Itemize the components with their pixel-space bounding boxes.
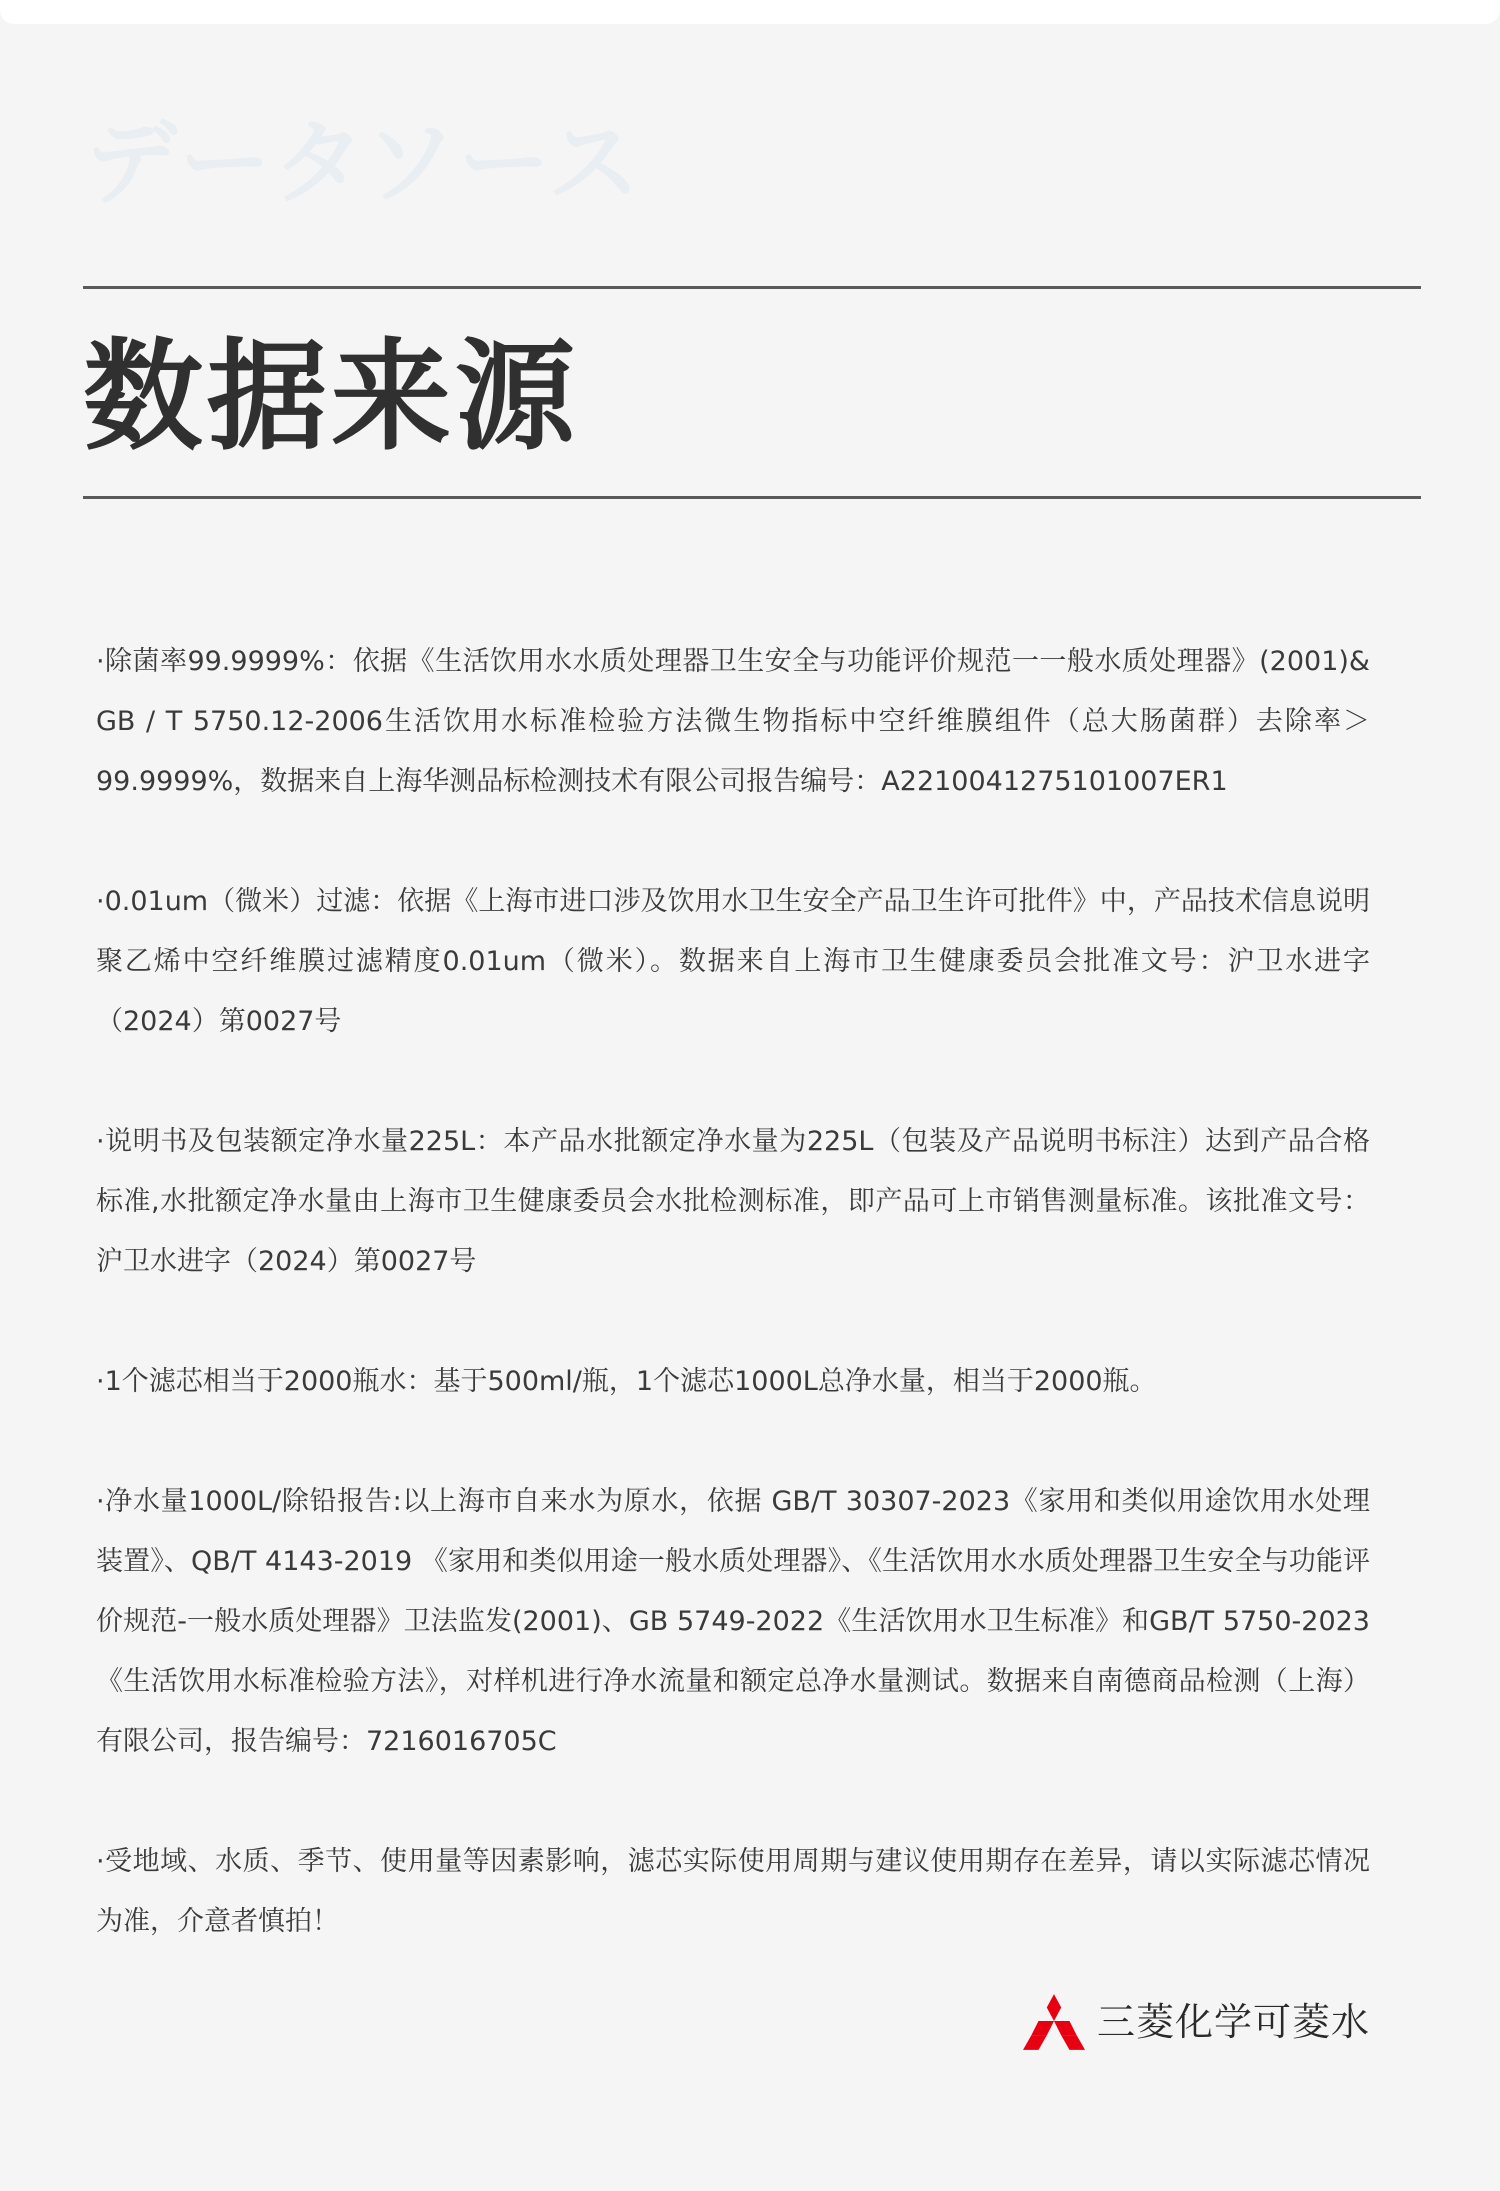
source-item-disclaimer: ·受地域、水质、季节、使用量等因素影响，滤芯实际使用周期与建议使用期存在差异，请以实际滤芯情况为准，介意者慎拍！	[96, 1846, 1370, 1937]
source-item-lead-removal: ·净水量1000L/除铅报告:以上海市自来水为原水，依据 GB/T 30307-2023《家用和类似用途饮用水处理装置》、QB/T 4143-2019 《家用和类似用途一般水质处理器》、《生活饮用水水质处理器卫生安全与功能评价规范-一般水质处理器》卫法监发(2001)、GB 5749-2022《生活饮用水卫生标准》和GB/T 5750-2023《生活饮用水标准检验方法》，对样机进行净水流量和额定总净水量测试。数据来自南德商品检测（上海）有限公司，报告编号：7216016705C	[96, 1486, 1370, 1757]
brand-logo	[1023, 1994, 1370, 2050]
divider-top	[83, 286, 1421, 289]
data-source-list	[96, 632, 1370, 2012]
source-item-bottle-equivalent: ·1个滤芯相当于2000瓶水：基于500ml/瓶，1个滤芯1000L总净水量，相当于2000瓶。	[96, 1366, 1157, 1397]
top-strip	[0, 0, 1500, 24]
mitsubishi-logo-icon	[1023, 1994, 1085, 2050]
source-item-sterilization: ·除菌率99.9999%：依据《生活饮用水水质处理器卫生安全与功能评价规范一一般水质处理器》(2001)& GB / T 5750.12-2006生活饮用水标准检验方法微生物指标中空纤维膜组件（总大肠菌群）去除率＞99.9999%，数据来自上海华测品标检测技术有限公司报告编号：A2210041275101007ER1	[96, 646, 1370, 797]
source-item-rated-capacity: ·说明书及包装额定净水量225L：本产品水批额定净水量为225L（包装及产品说明书标注）达到产品合格标准,水批额定净水量由上海市卫生健康委员会水批检测标准，即产品可上市销售测量标准。该批准文号：沪卫水进字（2024）第0027号	[96, 1126, 1370, 1277]
source-item-filtration: ·0.01um（微米）过滤：依据《上海市进口涉及饮用水卫生安全产品卫生许可批件》中，产品技术信息说明聚乙烯中空纤维膜过滤精度0.01um（微米）。数据来自上海市卫生健康委员会批准文号：沪卫水进字（2024）第0027号	[96, 886, 1370, 1037]
page-title: 数据来源	[83, 328, 579, 467]
subtitle-japanese: データソース	[85, 110, 642, 217]
brand-name: 三菱化学可菱水	[1096, 2000, 1370, 2044]
divider-bottom	[83, 496, 1421, 499]
